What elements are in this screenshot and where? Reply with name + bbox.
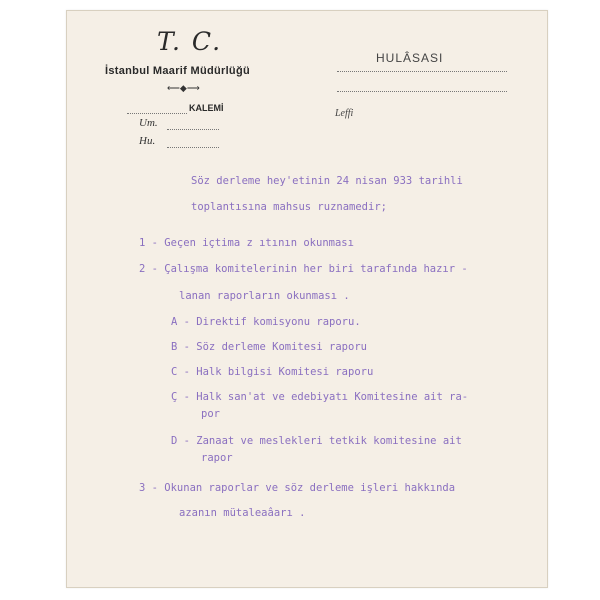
state-abbreviation: T. C.	[157, 27, 223, 56]
summary-dotted-line-1	[337, 71, 507, 72]
sub-item-c: C - Halk bilgisi Komitesi raporu	[171, 366, 374, 378]
sub-item-a: A - Direktif komisyonu raporu.	[171, 316, 361, 328]
sub-item-b: B - Söz derleme Komitesi raporu	[171, 341, 367, 353]
sub-item-c-cedilla-line-1: Ç - Halk san'at ve edebiyatı Komitesine ait ra-	[171, 391, 469, 403]
hu-dotted-line	[167, 147, 219, 148]
office-name: İstanbul Maarif Müdürlüğü	[105, 65, 250, 77]
hu-label: Hu.	[139, 135, 156, 147]
leff-label: Leffi	[335, 108, 354, 119]
um-label: Um.	[139, 117, 158, 129]
kalemi-label: KALEMİ	[189, 103, 224, 113]
item-3-line-1: 3 - Okunan raporlar ve söz derleme işleri hakkında	[139, 482, 456, 494]
kalemi-dotted-line	[127, 113, 187, 114]
sub-item-c-cedilla-line-2: por	[201, 408, 220, 420]
summary-dotted-line-2	[337, 91, 507, 92]
item-2-line-1: 2 - Çalışma komitelerinin her biri tarafında hazır -	[139, 263, 468, 275]
intro-line-1: Söz derleme hey'etinin 24 nisan 933 tarihli	[191, 175, 463, 187]
ornament-divider: ⟵◆⟶	[167, 83, 200, 93]
sub-item-d-line-1: D - Zanaat ve meslekleri tetkik komitesine ait	[171, 435, 462, 447]
item-3-line-2: azanın mütaleaâarı .	[179, 507, 306, 519]
item-1: 1 - Geçen içtima z ıtının okunması	[139, 237, 354, 249]
intro-line-2: toplantısına mahsus ruznamedir;	[191, 201, 387, 213]
sub-item-d-line-2: rapor	[201, 452, 233, 464]
summary-heading: HULÂSASI	[376, 51, 444, 65]
um-dotted-line	[167, 129, 219, 130]
item-2-line-2: lanan raporların okunması .	[179, 290, 350, 302]
letter-page	[66, 10, 548, 588]
